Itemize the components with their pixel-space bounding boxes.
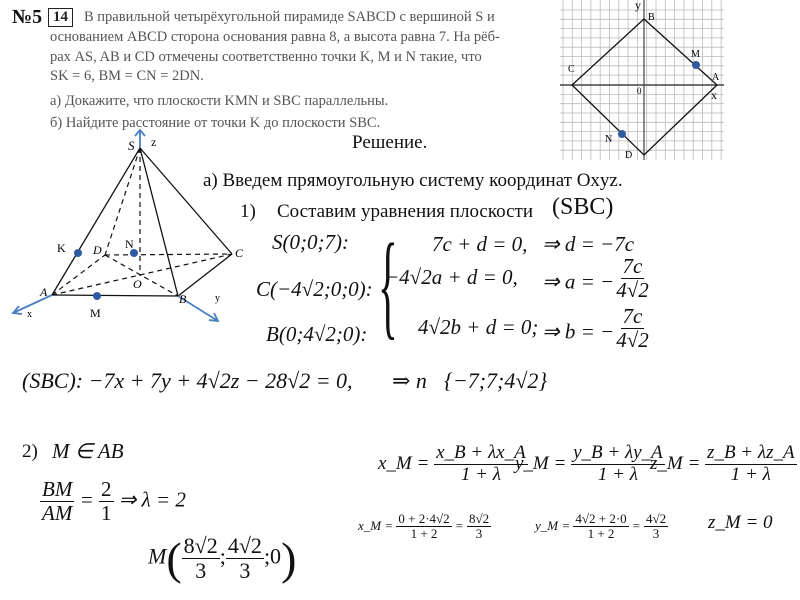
ym-value-equals: = xyxy=(631,517,641,533)
label-b: B xyxy=(648,12,655,23)
label-n: N xyxy=(125,237,134,251)
point-s-coords: S(0;0;7): xyxy=(272,230,349,254)
m-separator: ; xyxy=(219,543,226,569)
edge-sa xyxy=(52,148,140,295)
m-label: M xyxy=(148,543,167,569)
ratio-value-denominator: 1 xyxy=(101,501,112,526)
label-x: x xyxy=(27,309,32,320)
ym-value-denominator: 1 + 2 xyxy=(587,526,615,542)
lambda-result: ⇒ λ = 2 xyxy=(118,487,186,512)
label-n: N xyxy=(605,134,613,145)
zm-denominator: 1 + λ xyxy=(730,463,771,485)
ym-label: y_M = xyxy=(515,452,567,474)
m-x-denominator: 3 xyxy=(195,558,207,583)
label-y: y xyxy=(215,293,220,304)
xm-numerator: x_B + λx_A xyxy=(436,442,526,463)
ym-result-numerator: 4√2 xyxy=(645,511,667,526)
ratio-value-numerator: 2 xyxy=(101,477,112,501)
point-n xyxy=(618,130,626,138)
ym-result-denominator: 3 xyxy=(652,526,660,542)
point-c-coords: C(−4√2;0;0): xyxy=(256,277,373,301)
result-2-denominator: 4√2 xyxy=(616,278,649,303)
system-brace: { xyxy=(378,219,398,350)
xm-value-denominator: 1 + 2 xyxy=(410,526,438,542)
m-y-denominator: 3 xyxy=(239,558,251,583)
label-o: O xyxy=(133,277,142,291)
normal-vector: ⇒ n⃗{−7;7;4√2} xyxy=(392,368,548,393)
xm-result-numerator: 8√2 xyxy=(468,511,490,526)
m-y-numerator: 4√2 xyxy=(227,532,262,558)
formula-zm xyxy=(650,443,797,486)
label-y: y xyxy=(635,0,641,12)
edge-sd xyxy=(105,148,140,255)
point-k xyxy=(74,249,82,257)
xm-value-equals: = xyxy=(454,517,464,533)
step1-text: Составим уравнения плоскости xyxy=(277,201,533,222)
ratio-equation xyxy=(40,478,186,525)
zm-numerator: z_B + λz_A xyxy=(707,442,795,463)
ym-denominator: 1 + λ xyxy=(597,463,638,485)
label-b: B xyxy=(179,292,187,306)
zm-label: z_M = xyxy=(650,452,701,474)
point-m xyxy=(692,61,700,69)
xm-value-label: x_M = xyxy=(358,517,394,533)
ym-value-numerator: 4√2 + 2·0 xyxy=(575,511,627,526)
step1-plane: (SBC) xyxy=(552,194,614,220)
system-result-2 xyxy=(542,254,651,303)
edge-dc xyxy=(105,254,232,255)
ratio-equals: = xyxy=(79,487,94,512)
formula-ym xyxy=(515,443,665,486)
result-3-denominator: 4√2 xyxy=(616,328,649,353)
problem-part-a: а) Докажите, что плоскости KMN и SBC параллельны. xyxy=(50,93,389,109)
label-m: M xyxy=(90,306,101,320)
base-square-diagram xyxy=(560,0,730,160)
problem-line-4: SK = 6, BM = CN = 2DN. xyxy=(50,68,204,84)
problem-line-3: рах AS, AB и CD отмечены соответственно точки K, M и N такие, что xyxy=(50,49,482,65)
point-m-coords: M( $\frac{8√2}{3}$ ; $\frac{4√2}{3}$ ;0) xyxy=(148,532,297,584)
problem-line-2: основанием ABCD сторона основания равна 8, а высота равна 7. На рёб- xyxy=(50,29,500,45)
label-m: M xyxy=(691,49,700,60)
ym-numerator: y_B + λy_A xyxy=(573,442,663,463)
system-result-3 xyxy=(542,304,651,353)
formula-xm xyxy=(378,443,528,486)
point-m xyxy=(93,292,101,300)
label-k: K xyxy=(57,241,66,255)
step2-text: M ∈ AB xyxy=(52,439,124,463)
m-x-numerator: 8√2 xyxy=(183,532,218,558)
step1-index: 1) xyxy=(240,201,256,222)
label-s: S xyxy=(128,138,135,153)
xm-denominator: 1 + λ xyxy=(460,463,501,485)
xm-label: x_M = xyxy=(378,452,430,474)
ym-value-label: y_M = xyxy=(535,517,571,533)
step2-index: 2) xyxy=(22,441,38,462)
system-eq-2: −4√2a + d = 0, xyxy=(385,265,518,289)
value-ym xyxy=(535,512,668,542)
xm-result-denominator: 3 xyxy=(475,526,483,542)
xm-value-numerator: 0 + 2·4√2 xyxy=(398,511,450,526)
result-3-numerator: 7c xyxy=(622,304,643,328)
point-b-coords: B(0;4√2;0): xyxy=(266,322,368,346)
result-2-numerator: 7c xyxy=(622,254,643,278)
ratio-denominator: AM xyxy=(42,501,73,526)
result-2-prefix: ⇒ a = − xyxy=(542,269,615,294)
label-d: D xyxy=(93,243,102,257)
problem-part-b: б) Найдите расстояние от точки K до плоскости SBC. xyxy=(50,115,381,131)
label-a: A xyxy=(712,72,720,83)
m-z: ;0 xyxy=(263,543,282,569)
value-zm: z_M = 0 xyxy=(708,512,773,533)
z-axis-arrow xyxy=(135,130,145,148)
solution-title: Решение. xyxy=(352,132,428,153)
value-xm xyxy=(358,512,491,542)
edge-ab xyxy=(52,295,178,296)
system-eq-3: 4√2b + d = 0; xyxy=(418,315,539,339)
problem-line-1: В правильной четырёхугольной пирамиде SABCD с вершиной S и xyxy=(84,9,495,25)
label-z: z xyxy=(151,135,157,149)
label-x: x xyxy=(711,88,717,102)
problem-number: №5 xyxy=(12,6,43,28)
ratio-numerator: BM xyxy=(42,477,73,501)
task-badge: 14 xyxy=(48,8,73,27)
label-a: A xyxy=(40,285,48,299)
label-c: C xyxy=(235,246,244,260)
pyramid-diagram xyxy=(0,128,260,328)
result-3-prefix: ⇒ b = − xyxy=(542,319,615,344)
label-d: D xyxy=(625,150,633,160)
step-a-text: а) Введем прямоугольную систему координат Oxyz. xyxy=(203,170,623,191)
label-c: C xyxy=(568,64,575,75)
label-origin: 0 xyxy=(637,86,642,96)
system-eq-1: 7c + d = 0, xyxy=(432,232,528,256)
grid xyxy=(560,0,724,160)
plane-sbc-equation: (SBC): −7x + 7y + 4√2z − 28√2 = 0, xyxy=(22,368,353,393)
system-result-1: ⇒ d = −7c xyxy=(542,232,635,256)
